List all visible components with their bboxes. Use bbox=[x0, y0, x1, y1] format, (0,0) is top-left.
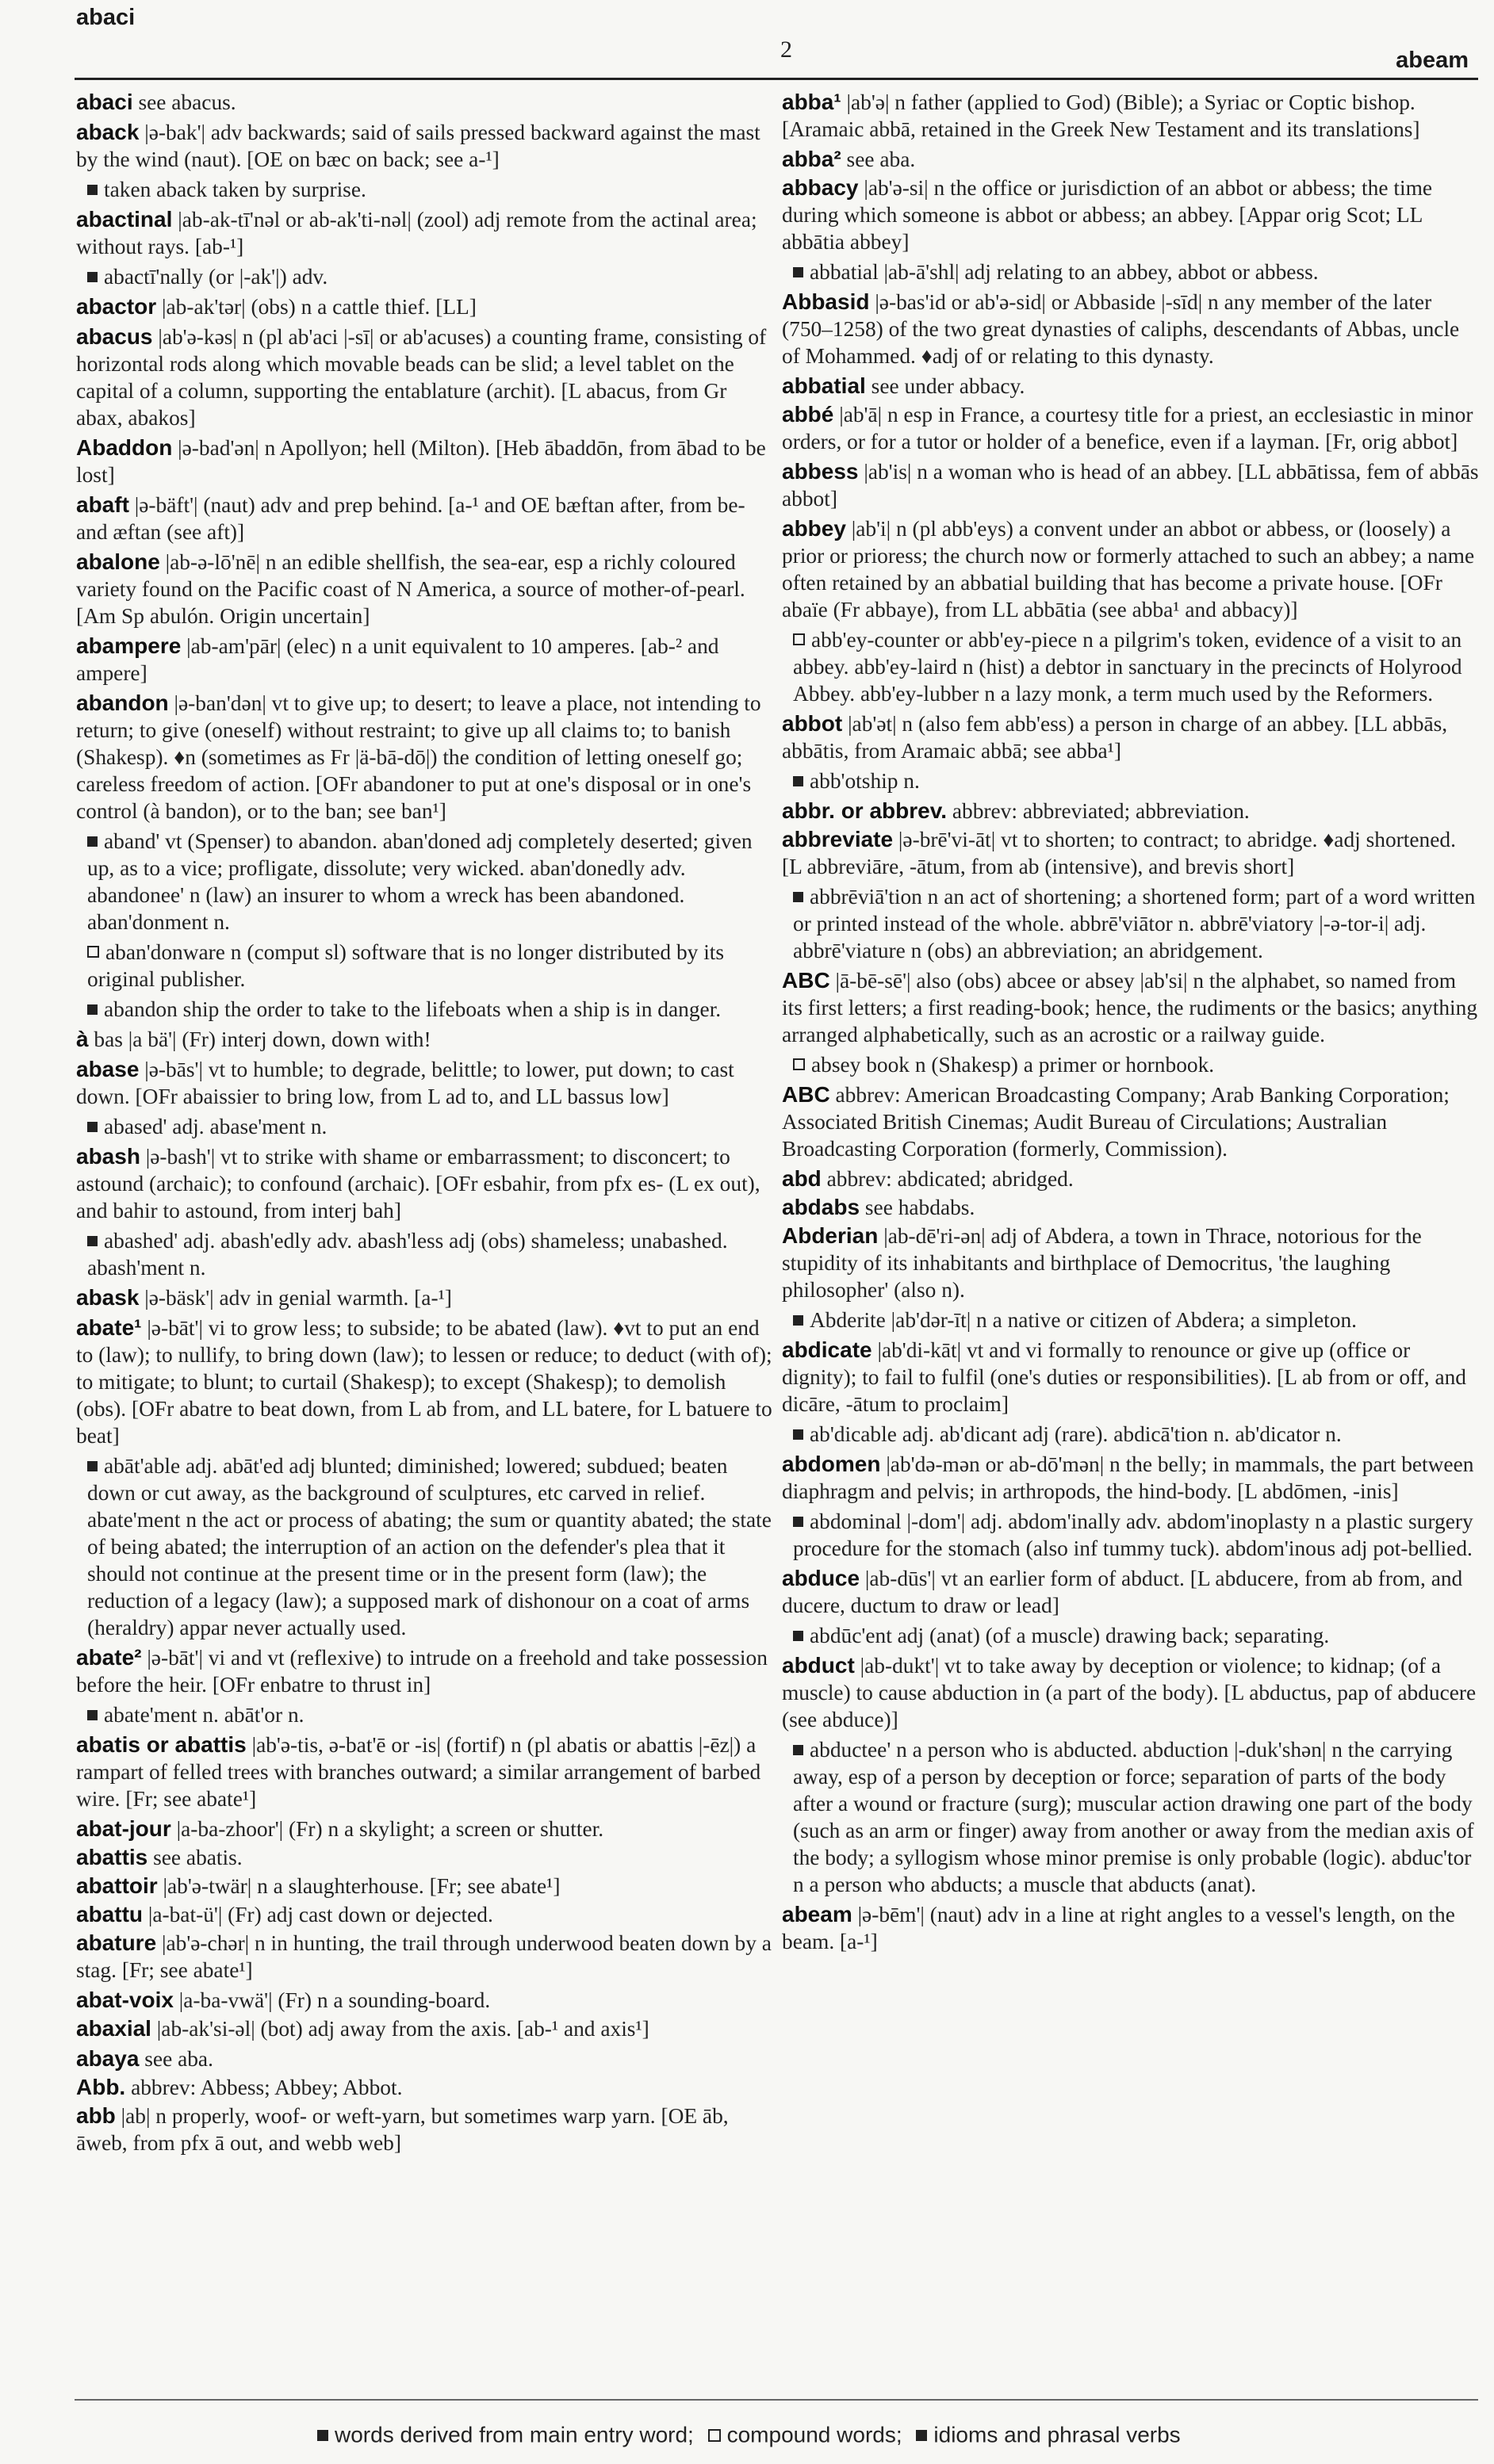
sub-entry-derived: abb'otship n. bbox=[782, 767, 1480, 794]
entry: abd abbrev: abdicated; abridged. bbox=[782, 1166, 1074, 1191]
sub-entry-compound: absey book n (Shakesp) a primer or hornbook. bbox=[782, 1051, 1480, 1078]
headword: abbreviate bbox=[782, 827, 894, 851]
headword: abat-jour bbox=[76, 1816, 171, 1841]
entry: abba² see aba. bbox=[782, 147, 916, 171]
headword: Abb. bbox=[76, 2075, 126, 2099]
entry: abdicate |ab'di-kāt| vt and vi formally to renounce or give up (office or dignity); to fail to fulfil (one's duties or responsibilities). [L ab from or off, and dicāre, -ātum to proclaim] bbox=[782, 1337, 1467, 1416]
entry: Abaddon |ə-bad'ən| n Apollyon; hell (Milton). [Heb ābaddōn, from ābad to be lost] bbox=[76, 435, 766, 487]
sub-entry-derived: Abderite |ab'dər-īt| n a native or citizen of Abdera; a simpleton. bbox=[782, 1307, 1480, 1333]
headword: abbacy bbox=[782, 175, 859, 200]
header-right-guide-word: abeam bbox=[1396, 48, 1469, 73]
footer-key bbox=[317, 2421, 1181, 2448]
footer-rule bbox=[75, 2399, 1478, 2401]
entry: abb |ab| n properly, woof- or weft-yarn, but sometimes warp yarn. [OE āb, āweb, from pfx ā out, and webb web] bbox=[76, 2103, 729, 2155]
derived-marker-icon bbox=[87, 1236, 98, 1246]
headword: abbatial bbox=[782, 373, 866, 398]
headword: abate² bbox=[76, 1645, 142, 1670]
derived-marker-icon bbox=[87, 1710, 98, 1720]
headword: abduct bbox=[782, 1653, 855, 1678]
entry: abaxial |ab-ak'si-əl| (bot) adj away from the axis. [ab-¹ and axis¹] bbox=[76, 2016, 649, 2041]
headword: abatis or abattis bbox=[76, 1732, 247, 1757]
entry: Abbasid |ə-bas'id or ab'ə-sid| or Abbaside |-sīd| n any member of the later (750–1258) of the two great dynasties of caliphs, descendants of Abbas, uncle of Mohammed. ♦adj of or relating to this dynasty. bbox=[782, 289, 1460, 368]
entry: abaya see aba. bbox=[76, 2046, 213, 2071]
compound-marker-icon bbox=[793, 1058, 805, 1070]
headword: abbr. or abbrev. bbox=[782, 798, 947, 823]
entry: abactinal |ab-ak-tī'nəl or ab-ak'ti-nəl| (zool) adj remote from the actinal area; without rays. [ab-¹] bbox=[76, 207, 757, 258]
entry: abask |ə-bäsk'| adv in genial warmth. [a-¹] bbox=[76, 1285, 452, 1310]
idioms-key-icon bbox=[916, 2430, 927, 2441]
idiom-marker-icon bbox=[87, 185, 98, 195]
entry: abase |ə-bās'| vt to humble; to degrade, belittle; to lower, put down; to cast down. [OFr abaissier to bring low, from L ad to, and LL bassus low] bbox=[76, 1057, 734, 1108]
derived-marker-icon bbox=[87, 836, 98, 847]
entry: abbey |ab'i| n (pl abb'eys) a convent under an abbot or abbess, or (loosely) a prior or prioress; the church now or formerly attached to such an abbey; a name often retained by an abbatial building that has become a private house. [OFr abaïe (Fr abbaye), from LL abbātia (see abba¹ and abbacy)] bbox=[782, 516, 1475, 622]
entry: abduce |ab-dūs'| vt an earlier form of abduct. [L abducere, from ab from, and ducere, ductum to draw or lead] bbox=[782, 1566, 1463, 1617]
headword: abat-voix bbox=[76, 1988, 174, 2012]
headword: abaft bbox=[76, 492, 129, 517]
derived-marker-icon bbox=[87, 1461, 98, 1471]
headword: abattis bbox=[76, 1845, 148, 1869]
entry: à bas |a bä'| (Fr) interj down, down with! bbox=[76, 1027, 431, 1051]
headword: abduce bbox=[782, 1566, 860, 1590]
sub-entry-derived: abate'ment n. abāt'or n. bbox=[76, 1701, 774, 1728]
entry: abbot |ab'ət| n (also fem abb'ess) a person in charge of an abbey. [LL abbās, abbātis, from Aramaic abbā; see abba¹] bbox=[782, 711, 1448, 763]
derived-words-key-icon bbox=[317, 2430, 328, 2441]
headword: abattu bbox=[76, 1902, 143, 1926]
headword: abd bbox=[782, 1166, 822, 1191]
headword: abactor bbox=[76, 294, 157, 319]
footer-key-idioms: idioms and phrasal verbs bbox=[933, 2422, 1181, 2447]
entry: abattu |a-bat-ü'| (Fr) adj cast down or dejected. bbox=[76, 1902, 493, 1926]
headword: aback bbox=[76, 120, 140, 144]
sub-entry-derived: abashed' adj. abash'edly adv. abash'less adj (obs) shameless; unabashed. abash'ment n. bbox=[87, 1229, 728, 1280]
sub-entry-idiom: abandon ship the order to take to the lifeboats when a ship is in danger. bbox=[76, 996, 774, 1023]
sub-entry-idiom: taken aback taken by surprise. bbox=[76, 176, 774, 203]
headword: ABC bbox=[782, 968, 830, 993]
entry: abbess |ab'is| n a woman who is head of an abbey. [LL abbātissa, fem of abbās abbot] bbox=[782, 459, 1479, 511]
entry: abactor |ab-ak'tər| (obs) n a cattle thief. [LL] bbox=[76, 294, 477, 319]
headword: abeam bbox=[782, 1902, 852, 1926]
entry: abbr. or abbrev. abbrev: abbreviated; abbreviation. bbox=[782, 798, 1250, 823]
entry: ABC abbrev: American Broadcasting Company; Arab Banking Corporation; Associated British Cinemas; Audit Bureau of Circulations; Australian Broadcasting Corporation (formerly, Commission). bbox=[782, 1082, 1450, 1161]
entry: abaci see abacus. bbox=[76, 90, 236, 114]
sub-entry-derived: abductee' n a person who is abducted. abduction |-duk'shən| n the carrying away, esp of a person by deception or force; separation of parts of the body after a wound or fracture (surg); muscular action drawing one part of the body (such as an arm or finger) away from another or away from the median axis of the body; a syllogism whose minor premise is only probable (logic). abduc'tor n a person who abducts; a muscle that abducts (anat). bbox=[793, 1738, 1474, 1896]
derived-marker-icon bbox=[793, 1517, 803, 1527]
headword: abbot bbox=[782, 711, 843, 736]
compound-marker-icon bbox=[87, 946, 99, 958]
sub-entry-derived: abdūc'ent adj (anat) (of a muscle) drawing back; separating. bbox=[782, 1622, 1480, 1649]
derived-marker-icon bbox=[87, 272, 98, 282]
headword: abask bbox=[76, 1285, 140, 1310]
headword: abdomen bbox=[782, 1452, 881, 1476]
sub-entry-derived: abased' adj. abase'ment n. bbox=[76, 1113, 774, 1140]
entry: abandon |ə-ban'dən| vt to give up; to desert; to leave a place, not intending to return; to give (oneself) without restraint; to give up all claims to; to banish (Shakesp). ♦n (sometimes as Fr |ä-bā-dō|) the condition of letting oneself go; careless freedom of action. [OFr abandoner to put at one's disposal or in one's control (à bandon), or to the ban; see ban¹] bbox=[76, 691, 761, 823]
headword: ABC bbox=[782, 1082, 830, 1107]
headword: Abaddon bbox=[76, 435, 173, 460]
sub-entry-derived: abāt'able adj. abāt'ed adj blunted; diminished; lowered; subdued; beaten down or cut away, as the background of sculptures, etc carved in relief. abate'ment n the act or process of abating; the sum or quantity abated; the state of being abated; the interruption of an action on the defender's plea that it should not continue at the present time or in the present form (law); the reduction of a legacy (law); a supposed mark of dishonour on a coat of arms (heraldry) appar never actually used. bbox=[87, 1454, 772, 1639]
sub-entry-derived: abactī'nally (or |-ak'|) adv. bbox=[76, 263, 774, 290]
headword: abactinal bbox=[76, 207, 173, 231]
entry: abeam |ə-bēm'| (naut) adv in a line at right angles to a vessel's length, on the beam. [a-¹] bbox=[782, 1902, 1455, 1953]
sub-entry-derived: abbrēviā'tion n an act of shortening; a shortened form; part of a word written or printed instead of the whole. abbrē'viātor n. abbrē'viatory |-ə-tor-i| adj. abbrē'viature n (obs) an abbreviation; an abridgement. bbox=[793, 885, 1476, 962]
left-column bbox=[76, 89, 774, 2160]
headword: abandon bbox=[76, 691, 169, 715]
entry: abattis see abatis. bbox=[76, 1845, 243, 1869]
entry: abbé |ab'ā| n esp in France, a courtesy title for a priest, an ecclesiastic in minor orders, or for a tutor or holder of a benefice, even if a layman. [Fr, orig abbot] bbox=[782, 402, 1473, 453]
entry: Abb. abbrev: Abbess; Abbey; Abbot. bbox=[76, 2075, 403, 2099]
derived-marker-icon bbox=[793, 1745, 803, 1755]
derived-marker-icon bbox=[793, 892, 803, 902]
headword: abba² bbox=[782, 147, 841, 171]
entry: ABC |ā-bē-sē'| also (obs) abcee or absey |ab'si| n the alphabet, so named from its first letters; a first reading-book; hence, the rudiments or the basics; anything arranged alphabetically, such as an acrostic or a railway guide. bbox=[782, 968, 1478, 1046]
headword: Abbasid bbox=[782, 289, 870, 314]
entry: abdomen |ab'də-mən or ab-dō'mən| n the belly; in mammals, the part between diaphragm and pelvis; in arthropods, the hind-body. [L abdōmen, -inis] bbox=[782, 1452, 1474, 1503]
headword: abate¹ bbox=[76, 1315, 142, 1340]
entry: abduct |ab-dukt'| vt to take away by deception or violence; to kidnap; (of a muscle) to cause abduction in (a part of the body). [L abductus, pap of abducere (see abduce)] bbox=[782, 1653, 1477, 1731]
entry: abbatial see under abbacy. bbox=[782, 373, 1025, 398]
entry: abature |ab'ə-chər| n in hunting, the trail through underwood beaten down by a stag. [Fr; see abate¹] bbox=[76, 1930, 772, 1982]
compound-marker-icon bbox=[793, 633, 805, 645]
sub-entry-derived: abbatial |ab-ā'shl| adj relating to an abbey, abbot or abbess. bbox=[782, 258, 1480, 285]
entry: abate² |ə-bāt'| vi and vt (reflexive) to intrude on a freehold and take possession before the heir. [OFr enbatre to thrust in] bbox=[76, 1645, 768, 1697]
headword: abbey bbox=[782, 516, 846, 541]
headword: abase bbox=[76, 1057, 140, 1081]
headword: abash bbox=[76, 1144, 140, 1169]
derived-marker-icon bbox=[793, 267, 803, 277]
headword: abb bbox=[76, 2103, 116, 2128]
sub-entry-derived: ab'dicable adj. ab'dicant adj (rare). abdicā'tion n. ab'dicator n. bbox=[782, 1421, 1480, 1448]
entry: abaft |ə-bäft'| (naut) adv and prep behind. [a-¹ and OE bæftan after, from be- and æftan (see aft)] bbox=[76, 492, 745, 544]
entry: Abderian |ab-dē'ri-ən| adj of Abdera, a town in Thrace, notorious for the stupidity of its inhabitants and birthplace of Democritus, 'the laughing philosopher' (also n). bbox=[782, 1223, 1422, 1302]
sub-entry-derived: aband' vt (Spenser) to abandon. aban'doned adj completely deserted; given up, as to a vice; profligate, dissolute; very wicked. aban'donedly adv. abandonee' n (law) an insurer to whom a wreck has been abandoned. aban'donment n. bbox=[87, 829, 753, 934]
headword: abbess bbox=[782, 459, 859, 484]
entry: abattoir |ab'ə-twär| n a slaughterhouse. [Fr; see abate¹] bbox=[76, 1873, 561, 1898]
entry: abbacy |ab'ə-si| n the office or jurisdiction of an abbot or abbess; the time during which someone is abbot or abbess; an abbey. [Appar orig Scot; LL abbātia abbey] bbox=[782, 175, 1433, 254]
entry: aback |ə-bak'| adv backwards; said of sails pressed backward against the mast by the wind (naut). [OE on bæc on back; see a-¹] bbox=[76, 120, 760, 171]
entry: abbreviate |ə-brē'vi-āt| vt to shorten; to contract; to abridge. ♦adj shortened. [L abbreviāre, -ātum, from ab (intensive), and brevis short] bbox=[782, 827, 1456, 878]
header-left-guide-word: abaci bbox=[76, 5, 136, 30]
sub-entry-compound: aban'donware n (comput sl) software that is no longer distributed by its original publisher. bbox=[87, 940, 725, 991]
headword: abaci bbox=[76, 90, 133, 114]
headword: abalone bbox=[76, 549, 160, 574]
derived-marker-icon bbox=[793, 1631, 803, 1641]
headword: abaya bbox=[76, 2046, 140, 2071]
entry: abalone |ab-ə-lō'nē| n an edible shellfish, the sea-ear, esp a richly coloured variety found on the Pacific coast of N America, a source of mother-of-pearl. [Am Sp abulón. Origin uncertain] bbox=[76, 549, 745, 628]
entry: abdabs see habdabs. bbox=[782, 1195, 975, 1219]
headword: à bbox=[76, 1027, 89, 1051]
headword: abature bbox=[76, 1930, 157, 1955]
derived-marker-icon bbox=[793, 1315, 803, 1326]
headword: abampere bbox=[76, 633, 182, 658]
right-column bbox=[782, 89, 1480, 1958]
headword: Abderian bbox=[782, 1223, 879, 1248]
footer-key-compound: compound words; bbox=[726, 2422, 902, 2447]
idiom-marker-icon bbox=[87, 1004, 98, 1015]
entry: abate¹ |ə-bāt'| vi to grow less; to subside; to be abated (law). ♦vt to put an end to (law); to nullify, to bring down (law); to lessen or reduce; to deduct (with of); to mitigate; to blunt; to curtail (Shakesp); to except (Shakesp); to demolish (obs). [OFr abatre to beat down, from L ab from, and LL batere, for L batuere to beat] bbox=[76, 1315, 772, 1448]
compound-words-key-icon bbox=[708, 2429, 721, 2442]
entry: abatis or abattis |ab'ə-tis, ə-bat'ē or -is| (fortif) n (pl abatis or abattis |-ēz|) a rampart of felled trees with branches outward; a similar arrangement of barbed wire. [Fr; see abate¹] bbox=[76, 1732, 761, 1811]
entry: abacus |ab'ə-kəs| n (pl ab'aci |-sī| or ab'acuses) a counting frame, consisting of horizontal rods along which movable beads can be slid; a level tablet on the capital of a column, supporting the entablature (archit). [L abacus, from Gr abax, abakos] bbox=[76, 324, 767, 430]
derived-marker-icon bbox=[793, 1429, 803, 1440]
headword: abaxial bbox=[76, 2016, 151, 2041]
derived-marker-icon bbox=[793, 776, 803, 786]
entry: abat-voix |a-ba-vwä'| (Fr) n a sounding-board. bbox=[76, 1988, 491, 2012]
page-number: 2 bbox=[780, 36, 792, 63]
headword: abdicate bbox=[782, 1337, 872, 1362]
header-rule bbox=[75, 78, 1478, 80]
sub-entry-compound: abb'ey-counter or abb'ey-piece n a pilgrim's token, evidence of a visit to an abbey. abb'ey-laird n (hist) a debtor in sanctuary in the precincts of Holyrood Abbey. abb'ey-lubber n a lazy monk, a term much used by the Reformers. bbox=[793, 628, 1462, 706]
headword: abattoir bbox=[76, 1873, 158, 1898]
headword: abdabs bbox=[782, 1195, 860, 1219]
headword: abacus bbox=[76, 324, 153, 349]
sub-entry-derived: abdominal |-dom'| adj. abdom'inally adv. abdom'inoplasty n a plastic surgery procedure for the stomach (also inf tummy tuck). abdom'inous adj pot-bellied. bbox=[793, 1509, 1473, 1560]
headword: abbé bbox=[782, 402, 834, 427]
entry: abash |ə-bash'| vt to strike with shame or embarrassment; to disconcert; to astound (archaic); to confound (archaic). [OFr esbahir, from pfx es- (L ex out), and bahir to astound, from interj bah] bbox=[76, 1144, 760, 1222]
headword: abba¹ bbox=[782, 90, 841, 114]
derived-marker-icon bbox=[87, 1122, 98, 1132]
entry: abba¹ |ab'ə| n father (applied to God) (Bible); a Syriac or Coptic bishop. [Aramaic abbā, retained in the Greek New Testament and its translations] bbox=[782, 90, 1420, 141]
entry: abampere |ab-am'pār| (elec) n a unit equivalent to 10 amperes. [ab-² and ampere] bbox=[76, 633, 719, 685]
footer-key-derived: words derived from main entry word; bbox=[335, 2422, 694, 2447]
entry: abat-jour |a-ba-zhoor'| (Fr) n a skylight; a screen or shutter. bbox=[76, 1816, 604, 1841]
